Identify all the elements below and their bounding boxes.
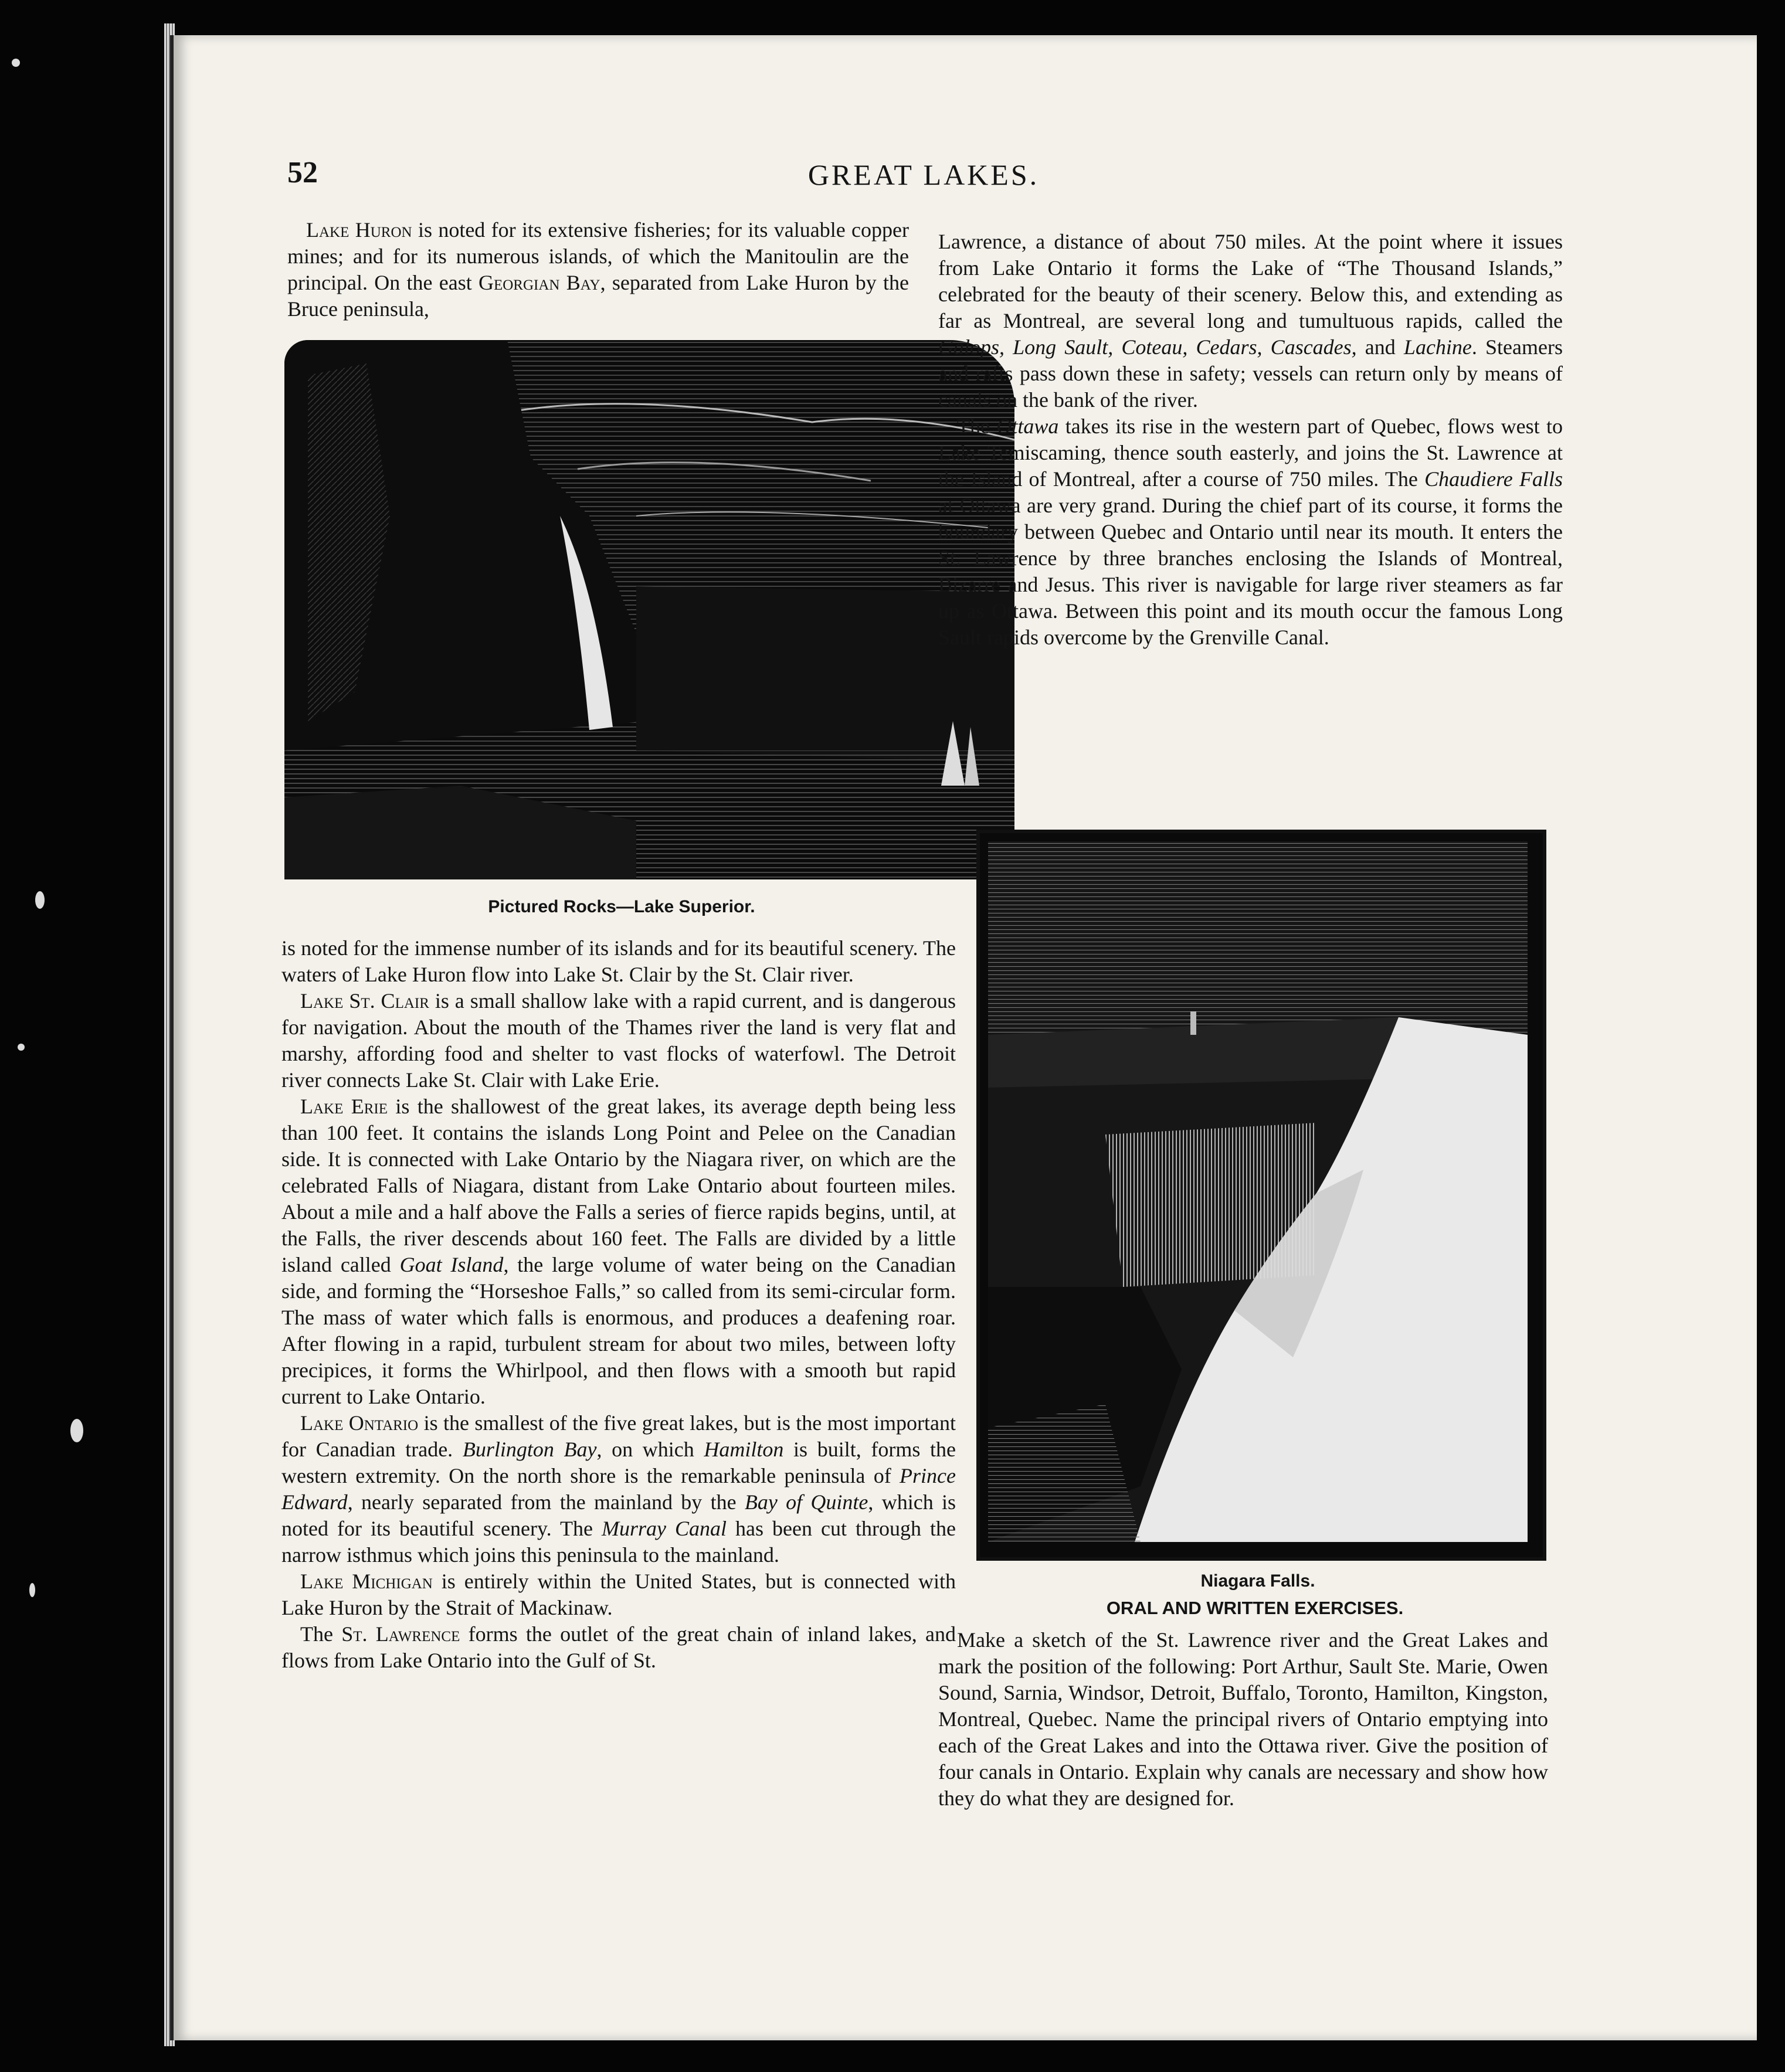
stlawrence-cont-text-1: Lawrence, a distance of about 750 miles. At the point where it issues from Lake Ontario it forms the Lake of “The Thousand Islands,” celebrated for the beauty of their scenery. Below this, and extending as far as Montreal, are several long and tumultuous rapids, called the bbox=[938, 230, 1563, 332]
georgian-label: Georgian Bay bbox=[478, 271, 600, 294]
niagara-falls-frame bbox=[976, 830, 1546, 1561]
ottawa-text-2: at Ottawa are very grand. During the chief part of its course, it forms the boundary between Quebec and Ontario until near its mouth. It enters the St. Lawrence by three branches enclosing the Islands of Montreal, Bizarre and Jesus. This river is navigable for large river steamers as far up as Ottawa. Between this point and its mouth occur the famous Long Sault rapids overcome by the Grenville Canal. bbox=[938, 494, 1563, 649]
erie-text-2: , the large volume of water being on the Canadian side, and forming the “Horseshoe Falls,” so called from its semi-circular form. The mass of water which falls is enormous, and produces a deafening roar. After flowing in a rapid, turbulent stream for about two miles, between lofty precipices, it forms the Whirlpool, and then flows with a smooth but rapid current to Lake Ontario. bbox=[281, 1253, 956, 1408]
ontario-paragraph bbox=[281, 1410, 956, 1568]
ontario-text-5: , which is noted for its beautiful scenery. The bbox=[281, 1490, 956, 1540]
exercises-text: Make a sketch of the St. Lawrence river and the Great Lakes and mark the position of the following: Port Arthur, Sault Ste. Marie, Owen Sound, Sarnia, Windsor, Detroit, Buffalo, Toronto, Hamilton, Kingston, Montreal, Quebec. Name the principal rivers of Ontario emptying into each of the Great Lakes and into the Ottawa river. Give the position of four canals in Ontario. Explain why canals are necessary and show how they do what they are designed for. bbox=[938, 1628, 1548, 1810]
stlawrence-cont-text-2: . Steamers and rafts pass down these in safety; vessels can return only by means of canals on the bank of the river. bbox=[938, 335, 1563, 412]
ontario-text-2: , on which bbox=[596, 1438, 704, 1461]
prince-edward: Prince Edward bbox=[281, 1464, 956, 1514]
ontario-text-1: is the smallest of the five great lakes, but is the most important for Canadian trade. bbox=[281, 1411, 956, 1461]
stclair-text: is a small shallow lake with a rapid current, and is dangerous for navigation. About the mouth of the Thames river the land is very flat and marshy, affording food and shelter to vast flocks of waterfowl. The Detroit river connects Lake St. Clair with Lake Erie. bbox=[281, 989, 956, 1092]
margin-speck bbox=[18, 1044, 25, 1051]
erie-text-1: is the shallowest of the great lakes, its average depth being less than 100 feet. It contains the islands Long Point and Pelee on the Canadian side. It is connected with Lake Ontario by the Niagara river, on which are the celebrated Falls of Niagara, distant from Lake Ontario about fourteen miles. About a mile and a half above the Falls a series of fierce rapids begins, until, at the Falls, the river descends about 160 feet. The Falls are divided by a little island called bbox=[281, 1095, 956, 1276]
ontario-text-3: is built, forms the western extremity. On the north shore is the remarkable peninsula of bbox=[281, 1438, 956, 1487]
page-number: 52 bbox=[287, 156, 318, 189]
chaudiere-falls: Chaudiere Falls bbox=[1424, 467, 1563, 491]
bay-of-quinte: Bay of Quinte bbox=[744, 1490, 868, 1514]
ottawa: Ottawa bbox=[996, 415, 1059, 438]
hamilton: Hamilton bbox=[704, 1438, 784, 1461]
ontario-text-4: , nearly separated from the mainland by the bbox=[347, 1490, 745, 1514]
georgian-text: , separated from Lake Huron by the Bruce peninsula, bbox=[287, 271, 910, 321]
running-title: GREAT LAKES. bbox=[807, 158, 1040, 191]
pictured-rocks-caption: Pictured Rocks—Lake Superior. bbox=[488, 897, 755, 916]
erie-paragraph bbox=[281, 1093, 956, 1410]
murray-canal: Murray Canal bbox=[601, 1517, 727, 1540]
stlawrence-continuation bbox=[938, 229, 1563, 413]
niagara-falls-caption: Niagara Falls. bbox=[1200, 1571, 1315, 1591]
erie-label: Lake Erie bbox=[300, 1095, 388, 1118]
ontario-text-6: has been cut through the narrow isthmus which joins this peninsula to the mainland. bbox=[281, 1517, 956, 1567]
margin-speck bbox=[70, 1419, 83, 1442]
margin-speck bbox=[12, 59, 20, 67]
goat-island: Goat Island bbox=[399, 1253, 504, 1276]
lachine: Lachine bbox=[1403, 335, 1472, 359]
the-word: The bbox=[300, 1622, 342, 1646]
pictured-rocks-illustration bbox=[284, 340, 1014, 879]
exercises-text-block bbox=[938, 1627, 1548, 1812]
ottawa-text-1: takes its rise in the western part of Quebec, flows west to Lake Temiscaming, thence south easterly, and joins the St. Lawrence at the Island of Montreal, after a course of 750 miles. The bbox=[938, 415, 1563, 491]
margin-speck bbox=[29, 1583, 35, 1597]
ontario-label: Lake Ontario bbox=[300, 1411, 419, 1435]
exercises-heading: ORAL AND WRITTEN EXERCISES. bbox=[1106, 1598, 1404, 1618]
islands-continuation: is noted for the immense number of its islands and for its beautiful scenery. The waters of Lake Huron flow into Lake St. Clair by the St. Clair river. bbox=[281, 936, 956, 986]
stclair-paragraph bbox=[281, 988, 956, 1093]
rapids-names: Galops, Long Sault, Coteau, Cedars, Cascades, bbox=[938, 335, 1357, 359]
pictured-rocks-engraving bbox=[284, 340, 1014, 879]
huron-paragraph bbox=[287, 217, 909, 322]
ottawa-paragraph bbox=[938, 413, 1563, 651]
stlawrence-text: forms the outlet of the great chain of inland lakes, and flows from Lake Ontario into the Gulf of St. bbox=[281, 1622, 956, 1672]
right-column-text bbox=[938, 229, 1563, 651]
and-word: and bbox=[1356, 335, 1404, 359]
left-column-text bbox=[281, 935, 956, 1674]
stclair-label: Lake St. Clair bbox=[300, 989, 429, 1013]
stlawrence-label: St. Lawrence bbox=[341, 1622, 460, 1646]
michigan-text: is entirely within the United States, but is connected with Lake Huron by the Strait of Mackinaw. bbox=[281, 1570, 956, 1619]
margin-speck bbox=[35, 891, 45, 909]
huron-text: is noted for its extensive fisheries; for its valuable copper mines; and for its numerous islands, of which the Manitoulin are the principal. On the east bbox=[287, 218, 909, 294]
page-header bbox=[287, 155, 1560, 202]
stlawrence-paragraph bbox=[281, 1621, 956, 1674]
niagara-falls-engraving bbox=[988, 841, 1528, 1542]
michigan-label: Lake Michigan bbox=[300, 1570, 433, 1593]
burlington-bay: Burlington Bay bbox=[462, 1438, 597, 1461]
huron-label: Lake Huron bbox=[306, 218, 412, 242]
the-word: The bbox=[957, 415, 997, 438]
michigan-paragraph bbox=[281, 1568, 956, 1621]
